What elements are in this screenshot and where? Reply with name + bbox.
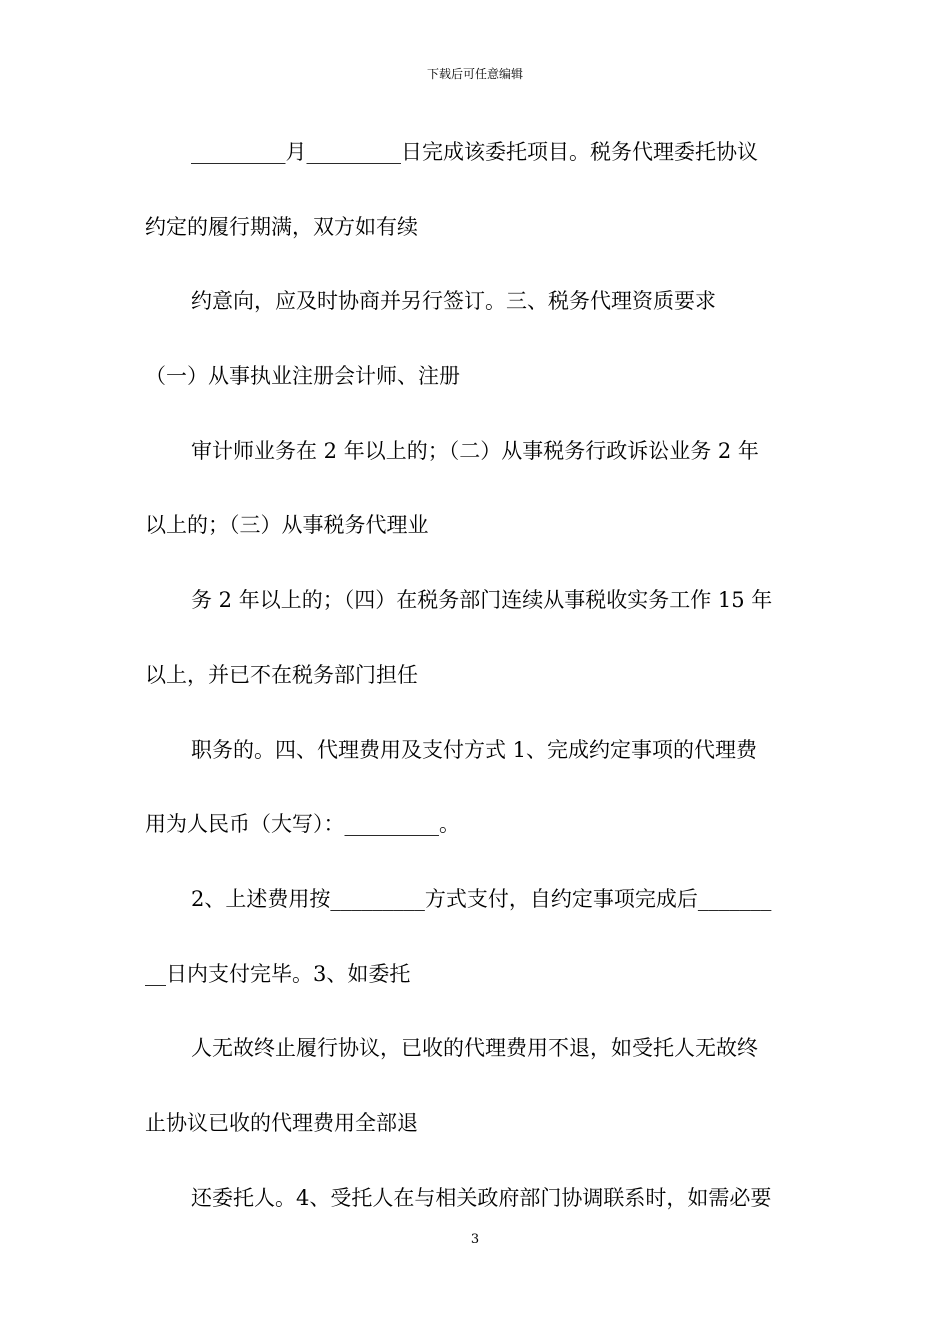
text-line: 以上，并已不在税务部门担任 (145, 662, 418, 687)
text-line: 止协议已收的代理费用全部退 (145, 1110, 418, 1135)
text-line: （一）从事执业注册会计师、注册 (145, 364, 460, 389)
text-line: 人无故终止履行协议，已收的代理费用不退，如受托人无故终 (191, 1036, 758, 1061)
text-line: 约意向，应及时协商并另行签订。三、税务代理资质要求 (191, 289, 716, 314)
text-line: 用为人民币（大写）：_________。 (145, 812, 460, 837)
text-line: 约定的履行期满，双方如有续 (145, 214, 418, 239)
text-line: __日内支付完毕。3、如委托 (145, 961, 411, 986)
page-number: 3 (470, 1232, 480, 1247)
text-line: 职务的。四、代理费用及支付方式 1、完成约定事项的代理费 (191, 737, 758, 762)
text-line: 审计师业务在 2 年以上的；（二）从事税务行政诉讼业务 2 年 (191, 438, 759, 463)
text-line: _________月_________日完成该委托项目。税务代理委托协议 (191, 140, 758, 164)
text-line: 还委托人。4、受托人在与相关政府部门协调联系时，如需必要 (191, 1185, 772, 1210)
text-line: 务 2 年以上的；（四）在税务部门连续从事税收实务工作 15 年 (191, 588, 773, 613)
text-line: 2、上述费用按_________方式支付，自约定事项完成后_______ (191, 886, 772, 911)
page-header: 下载后可任意编辑 (426, 67, 523, 81)
document-body (145, 130, 805, 1250)
text-line: 以上的；（三）从事税务代理业 (145, 513, 429, 538)
